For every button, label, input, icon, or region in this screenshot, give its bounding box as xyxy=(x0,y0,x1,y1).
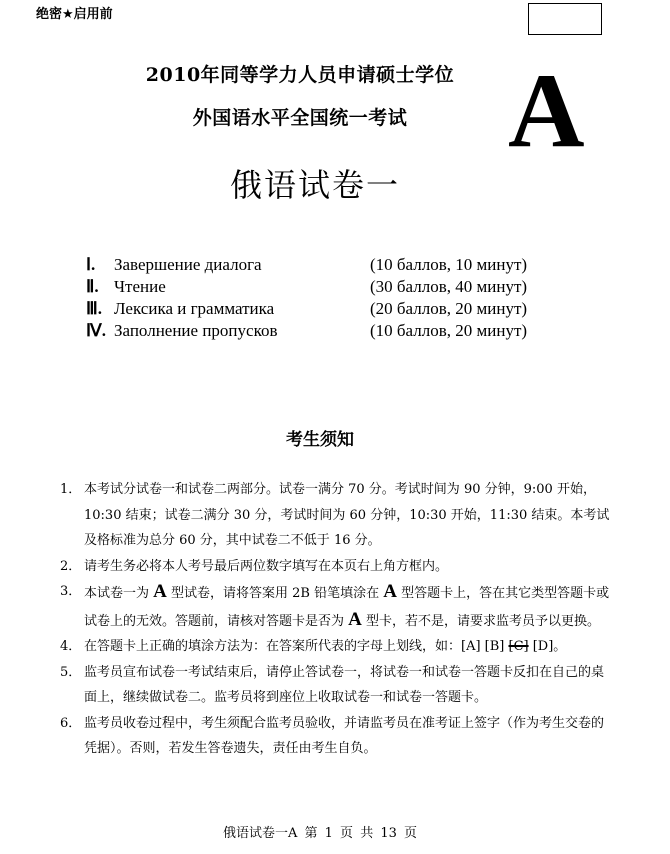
section-row xyxy=(86,255,566,277)
paper-type-letter-inline: A xyxy=(153,581,167,602)
paper-type-letter-inline: A xyxy=(348,608,362,630)
rule-text: [D]。 xyxy=(528,639,567,654)
section-name: Чтение xyxy=(114,277,166,296)
rule-item xyxy=(60,477,610,554)
section-row xyxy=(86,299,566,321)
rule-text: 在答题卡上正确的填涂方法为：在答案所代表的字母上划线，如：[A] [B] xyxy=(84,639,509,654)
section-list xyxy=(86,255,566,343)
section-row xyxy=(86,321,566,343)
rule-text: 请考生务必将本人考号最后两位数字填写在本页右上角方框内。 xyxy=(84,558,449,574)
rule-number: 5． xyxy=(60,664,82,680)
paper-type-letter-inline: A xyxy=(383,581,397,602)
section-number: Ⅰ. xyxy=(86,255,96,274)
exam-title-line2: 外国语水平全国统一考试 xyxy=(192,107,408,129)
struck-example-option: [C] xyxy=(508,639,529,654)
rule-item xyxy=(60,554,610,580)
rule-text: 本试卷一为 xyxy=(84,586,150,601)
confidential-label: 绝密★启用前 xyxy=(36,7,113,22)
rule-item xyxy=(60,660,610,711)
rule-text: 监考员宣布试卷一考试结束后，请停止答试卷一，将试卷一和试卷一答题卡反扣在自己的桌面上，继续做试卷二。监考员将到座位上收取试卷一和试卷一答题卡。 xyxy=(84,664,605,705)
section-name: Завершение диалога xyxy=(114,255,262,274)
section-name: Лексика и грамматика xyxy=(114,299,275,318)
notice-title: 考生须知 xyxy=(286,430,354,450)
section-number: Ⅳ. xyxy=(86,321,106,340)
rule-item xyxy=(60,579,610,634)
rule-number: 4． xyxy=(60,639,82,654)
rule-number: 3． xyxy=(60,584,82,599)
section-score: (10 баллов, 10 минут) xyxy=(370,255,528,274)
rule-text: 型试卷，请将答案用 2B 铅笔填涂在 xyxy=(171,586,380,601)
rule-number: 1． xyxy=(60,482,82,497)
rule-item xyxy=(60,634,610,660)
notice-rules xyxy=(60,477,610,762)
rule-number: 2． xyxy=(60,558,82,574)
rule-text: 本考试分试卷一和试卷二两部分。试卷一满分 70 分。考试时间为 90 分钟，9:00 开始，10:30 结束；试卷二满分 30 分，考试时间为 60 分钟，10:30 开始，11:30 结束。本考试及格标准为总分 60 分，其中试卷二不低于 16 分。 xyxy=(84,482,610,548)
section-number: Ⅱ. xyxy=(86,277,99,296)
paper-name: 俄语试卷一 xyxy=(229,166,400,204)
rule-text: 监考员收卷过程中，考生须配合监考员验收，并请监考员在准考证上签字（作为考生交卷的凭据）。否则，若发生答卷遗失，责任由考生自负。 xyxy=(84,715,605,756)
section-score: (20 баллов, 20 минут) xyxy=(370,299,528,318)
rule-number: 6． xyxy=(60,715,82,731)
seat-number-box[interactable] xyxy=(528,3,602,35)
section-score: (30 баллов, 40 минут) xyxy=(370,277,528,296)
rule-text: 型答题卡上，答在其它类型答题卡或试卷上的无效。答题前，请核对答题卡是否为 xyxy=(84,586,610,629)
page-footer: 俄语试卷一A 第 1 页 共 13 页 xyxy=(223,826,417,841)
section-name: Заполнение пропусков xyxy=(114,321,278,340)
section-row xyxy=(86,277,566,299)
paper-type-letter: A xyxy=(508,52,585,169)
rule-text: 型卡，若不是，请要求监考员予以更换。 xyxy=(366,613,601,629)
section-number: Ⅲ. xyxy=(86,299,102,318)
rule-item xyxy=(60,711,610,762)
section-score: (10 баллов, 20 минут) xyxy=(370,321,528,340)
exam-title-line1: 2010年同等学力人员申请硕士学位 xyxy=(145,64,455,86)
